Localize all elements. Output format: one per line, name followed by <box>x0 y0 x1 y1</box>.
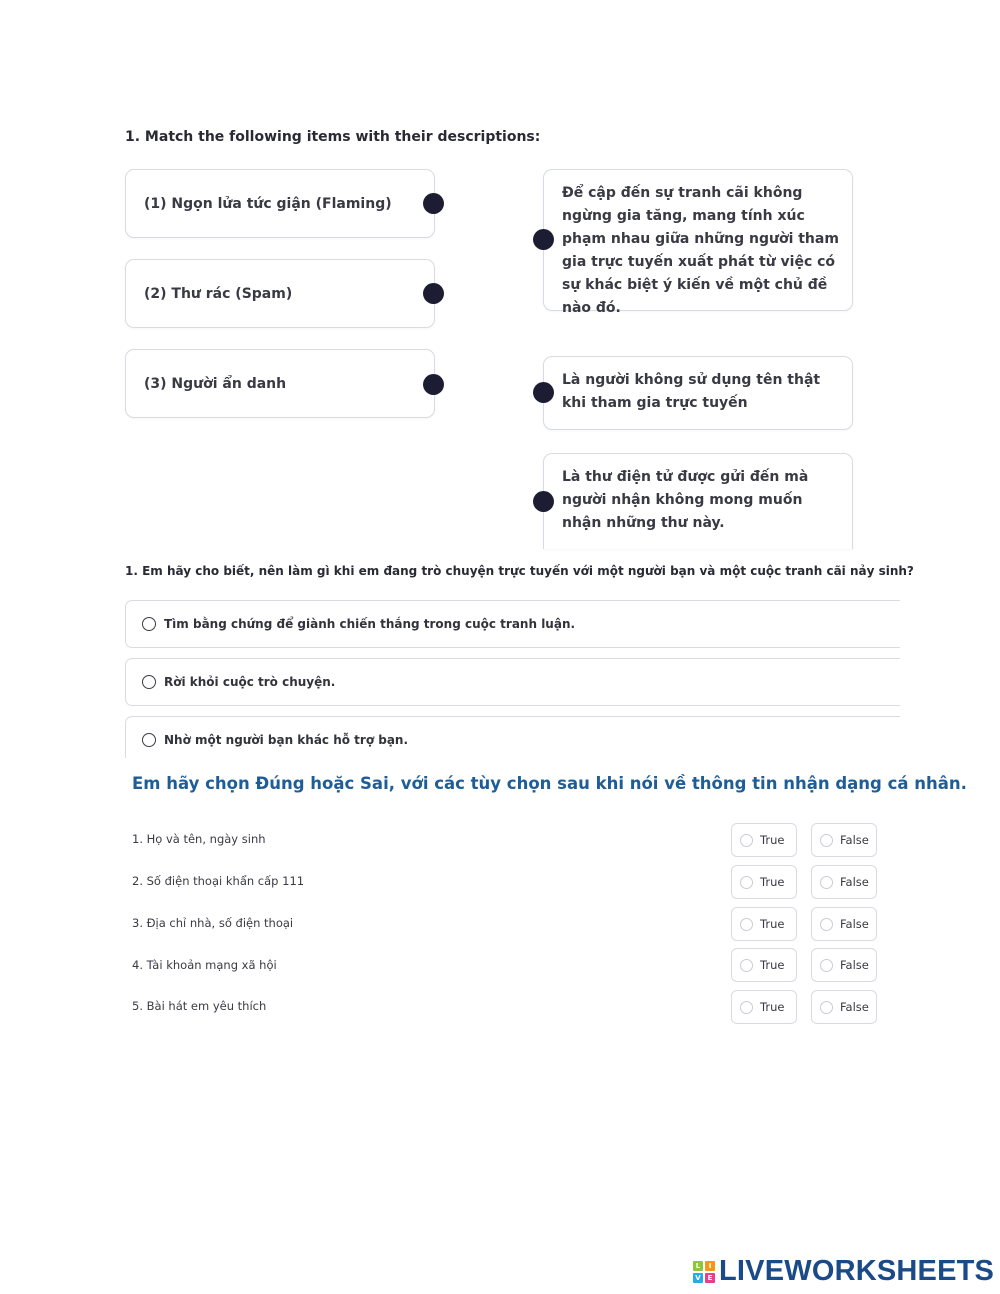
radio-icon[interactable] <box>740 876 753 889</box>
true-option[interactable] <box>731 990 797 1024</box>
false-label: False <box>840 875 869 889</box>
truefalse-item-label: 1. Họ và tên, ngày sinh <box>132 832 266 846</box>
match-left-connector[interactable] <box>423 283 444 304</box>
true-label: True <box>760 1000 785 1014</box>
match-right-item[interactable]: Là thư điện tử được gửi đến mà người nhận không mong muốn nhận những thư này. <box>543 453 853 549</box>
radio-icon[interactable] <box>142 675 156 689</box>
radio-icon[interactable] <box>820 834 833 847</box>
false-option[interactable] <box>811 907 877 941</box>
true-label: True <box>760 875 785 889</box>
true-label: True <box>760 917 785 931</box>
radio-icon[interactable] <box>740 1001 753 1014</box>
true-option[interactable] <box>731 823 797 857</box>
truefalse-item-label: 4. Tài khoản mạng xã hội <box>132 958 277 972</box>
false-option[interactable] <box>811 948 877 982</box>
true-option[interactable] <box>731 948 797 982</box>
radio-icon[interactable] <box>142 617 156 631</box>
radio-icon[interactable] <box>740 959 753 972</box>
false-label: False <box>840 833 869 847</box>
radio-icon[interactable] <box>820 918 833 931</box>
match-left-connector[interactable] <box>423 193 444 214</box>
liveworksheets-logo <box>693 1255 994 1288</box>
radio-icon[interactable] <box>740 918 753 931</box>
logo-letter: V <box>693 1273 703 1283</box>
match-left-item[interactable]: (3) Người ẩn danh <box>125 349 435 418</box>
choice-option-label: Nhờ một người bạn khác hỗ trợ bạn. <box>164 733 409 747</box>
match-right-item[interactable]: Là người không sử dụng tên thật khi tham gia trực tuyến <box>543 356 853 430</box>
match-left-item[interactable]: (2) Thư rác (Spam) <box>125 259 435 328</box>
match-right-connector[interactable] <box>533 491 554 512</box>
match-right-connector[interactable] <box>533 229 554 250</box>
truefalse-item-label: 5. Bài hát em yêu thích <box>132 999 267 1013</box>
radio-icon[interactable] <box>820 876 833 889</box>
true-label: True <box>760 958 785 972</box>
choice-option[interactable] <box>125 716 900 758</box>
radio-icon[interactable] <box>820 1001 833 1014</box>
choice-option[interactable] <box>125 658 900 706</box>
logo-letter: E <box>705 1273 715 1283</box>
false-option[interactable] <box>811 990 877 1024</box>
false-label: False <box>840 958 869 972</box>
truefalse-item-label: 3. Địa chỉ nhà, số điện thoại <box>132 916 294 930</box>
radio-icon[interactable] <box>820 959 833 972</box>
choice-option-label: Tìm bằng chứng để giành chiến thắng trong cuộc tranh luận. <box>164 617 576 631</box>
true-label: True <box>760 833 785 847</box>
choice-question-title: 1. Em hãy cho biết, nên làm gì khi em đang trò chuyện trực tuyến với một người bạn và một cuộc tranh cãi nảy sinh? <box>125 564 914 578</box>
choice-option-label: Rời khỏi cuộc trò chuyện. <box>164 675 336 689</box>
truefalse-item-label: 2. Số điện thoại khẩn cấp 111 <box>132 874 305 888</box>
false-label: False <box>840 1000 869 1014</box>
radio-icon[interactable] <box>740 834 753 847</box>
choice-option[interactable] <box>125 600 900 648</box>
match-right-item[interactable]: Để cập đến sự tranh cãi không ngừng gia tăng, mang tính xúc phạm nhau giữa những người tham gia trực tuyến xuất phát từ việc có sự khác biệt ý kiến về một chủ đề nào đó. <box>543 169 853 311</box>
true-option[interactable] <box>731 907 797 941</box>
match-right-connector[interactable] <box>533 382 554 403</box>
logo-letter: L <box>693 1261 703 1271</box>
match-left-item[interactable]: (1) Ngọn lửa tức giận (Flaming) <box>125 169 435 238</box>
logo-mark-icon <box>693 1261 715 1283</box>
false-option[interactable] <box>811 823 877 857</box>
match-question-title: 1. Match the following items with their descriptions: <box>125 129 541 145</box>
false-option[interactable] <box>811 865 877 899</box>
truefalse-question-title: Em hãy chọn Đúng hoặc Sai, với các tùy chọn sau khi nói về thông tin nhận dạng cá nhân. <box>132 774 967 793</box>
logo-letter: I <box>705 1261 715 1271</box>
logo-text: LIVEWORKSHEETS <box>719 1255 995 1287</box>
match-left-connector[interactable] <box>423 374 444 395</box>
radio-icon[interactable] <box>142 733 156 747</box>
true-option[interactable] <box>731 865 797 899</box>
false-label: False <box>840 917 869 931</box>
